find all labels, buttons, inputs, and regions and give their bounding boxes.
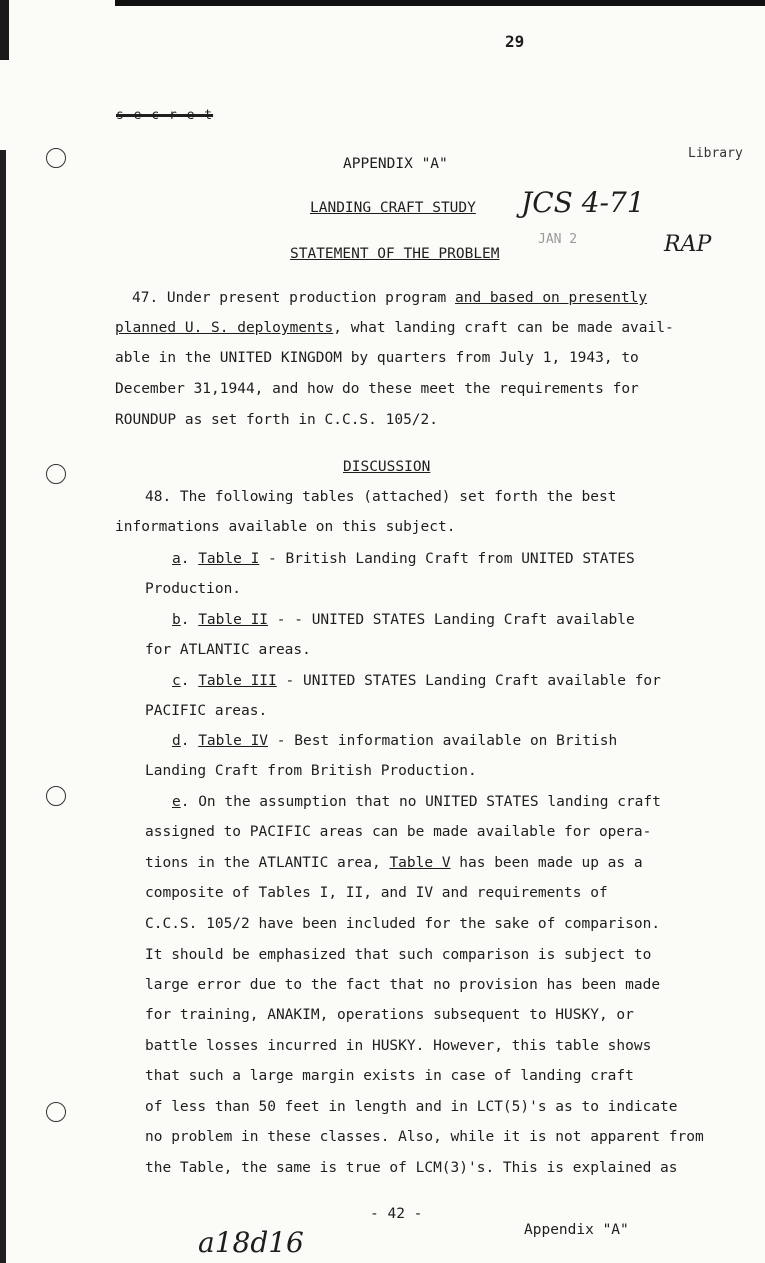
stamp-initials: RAP <box>664 232 712 257</box>
problem-heading: STATEMENT OF THE PROBLEM <box>290 246 500 262</box>
item-a-text: - British Landing Craft from UNITED STATES <box>259 551 635 567</box>
catalog-number: a18d16 <box>198 1226 304 1259</box>
item-c-text: - UNITED STATES Landing Craft available for <box>276 673 661 689</box>
item-d-period: . <box>180 733 199 749</box>
left-edge-shadow <box>0 0 9 60</box>
security-mark: s e c r e t <box>116 108 214 123</box>
item-b-table: Table II <box>198 612 269 628</box>
item-e-text: . On the assumption that no UNITED STATES landing craft <box>180 794 661 810</box>
p47-line1: 47. Under present production program <box>132 290 456 306</box>
stamp-date: JAN 2 <box>538 232 578 247</box>
item-b <box>145 612 705 672</box>
item-d-line2: Landing Craft from British Production. <box>145 763 477 779</box>
item-e-line5: C.C.S. 105/2 have been included for the sake of comparison. <box>145 916 661 932</box>
p47-line3: able in the UNITED KINGDOM by quarters from July 1, 1943, to <box>115 350 639 366</box>
item-e-line9: battle losses incurred in HUSKY. However, this table shows <box>145 1038 652 1054</box>
item-e-line3: tions in the ATLANTIC area, <box>145 855 390 871</box>
item-e-line11: of less than 50 feet in length and in LCT(5)'s as to indicate <box>145 1099 678 1115</box>
library-stamp-text: Library <box>688 146 743 161</box>
item-a-table: Table I <box>198 551 260 567</box>
top-edge-bar <box>115 0 765 6</box>
footer-appendix: Appendix "A" <box>524 1222 629 1238</box>
item-e-line4: composite of Tables I, II, and IV and requirements of <box>145 885 608 901</box>
item-e-line8: for training, ANAKIM, operations subsequent to HUSKY, or <box>145 1007 634 1023</box>
binder-hole-3 <box>46 786 66 806</box>
item-e-line13: the Table, the same is true of LCM(3)'s. This is explained as <box>145 1160 678 1176</box>
binder-hole-2 <box>46 464 66 484</box>
paragraph-47 <box>115 290 695 440</box>
item-e-letter: e <box>172 794 181 810</box>
item-d-letter: d <box>172 733 181 749</box>
p47-line5: ROUNDUP as set forth in C.C.S. 105/2. <box>115 412 439 428</box>
item-e-line12: no problem in these classes. Also, while it is not apparent from <box>145 1129 704 1145</box>
item-b-period: . <box>180 612 199 628</box>
page-mark: 29 <box>505 32 525 51</box>
appendix-heading: APPENDIX "A" <box>343 156 448 172</box>
item-d-table: Table IV <box>198 733 269 749</box>
item-e-line7: large error due to the fact that no provision has been made <box>145 977 661 993</box>
jcs-number: JCS 4-71 <box>521 186 645 219</box>
p47-line1-underlined: and based on presently <box>455 290 648 306</box>
item-a-line2: Production. <box>145 581 242 597</box>
item-c-period: . <box>180 673 199 689</box>
left-margin-bar <box>0 150 6 1263</box>
item-a <box>145 551 705 611</box>
item-c-line2: PACIFIC areas. <box>145 703 268 719</box>
p48-line1: 48. The following tables (attached) set forth the best <box>145 489 617 505</box>
item-b-line2: for ATLANTIC areas. <box>145 642 311 658</box>
paragraph-48 <box>115 489 695 549</box>
item-a-letter: a <box>172 551 181 567</box>
p47-line2: , what landing craft can be made avail- <box>333 320 674 336</box>
binder-hole-1 <box>46 148 66 168</box>
p48-line2: informations available on this subject. <box>115 519 456 535</box>
item-a-period: . <box>180 551 199 567</box>
item-e-line3-post: has been made up as a <box>450 855 643 871</box>
item-b-text: - - UNITED STATES Landing Craft available <box>268 612 635 628</box>
item-e-line2: assigned to PACIFIC areas can be made available for opera- <box>145 824 652 840</box>
p47-line2-underlined: planned U. S. deployments <box>115 320 334 336</box>
discussion-heading: DISCUSSION <box>343 459 431 475</box>
item-e-line10: that such a large margin exists in case of landing craft <box>145 1068 634 1084</box>
p47-line4: December 31,1944, and how do these meet the requirements for <box>115 381 639 397</box>
item-c-table: Table III <box>198 673 277 689</box>
item-e <box>145 794 725 1194</box>
binder-hole-4 <box>46 1102 66 1122</box>
item-d <box>145 733 705 793</box>
study-heading: LANDING CRAFT STUDY <box>310 200 476 216</box>
item-c-letter: c <box>172 673 181 689</box>
item-d-text: - Best information available on British <box>268 733 618 749</box>
item-e-table: Table V <box>389 855 451 871</box>
item-b-letter: b <box>172 612 181 628</box>
item-c <box>145 673 705 733</box>
item-e-line6: It should be emphasized that such comparison is subject to <box>145 947 652 963</box>
footer-page-number: - 42 - <box>370 1206 423 1222</box>
